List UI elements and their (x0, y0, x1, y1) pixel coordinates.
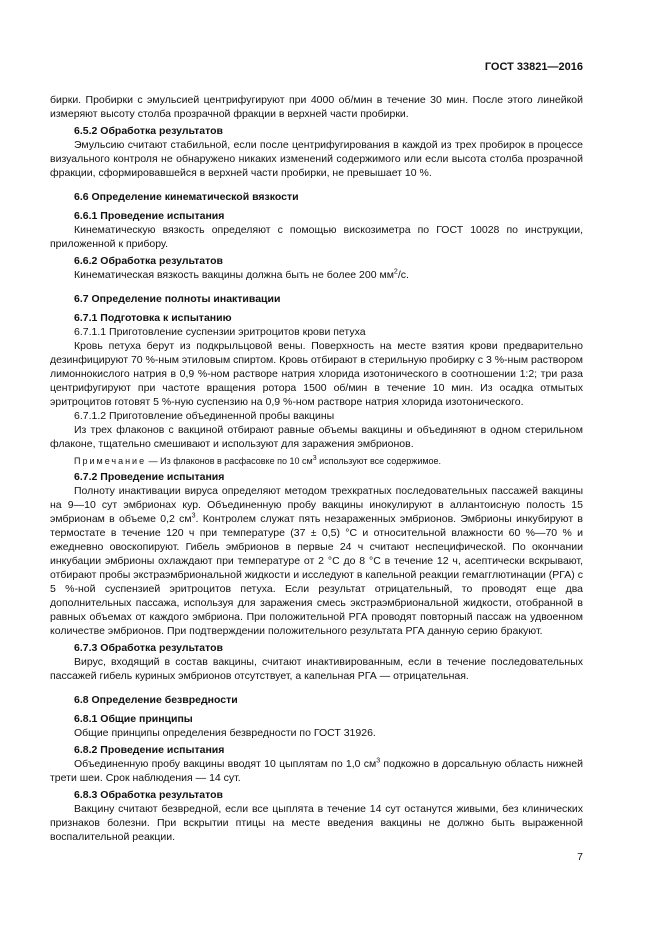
paragraph-continuation: бирки. Пробирки с эмульсией центрифугируют при 4000 об/мин в течение 30 мин. После этого линейкой измеряют высоту столба прозрачной фракции в верхней части пробирки. (50, 94, 583, 120)
paragraph-6-6-1: Кинематическую вязкость определяют с помощью вискозиметра по ГОСТ 10028 по инструкции, приложенной к прибору. (50, 224, 583, 250)
paragraph-6-5-2: Эмульсию считают стабильной, если после центрифугирования в каждой из трех пробирок в процессе визуального контроля не обнаружено никаких изменений содержимого или если высота столба прозрачной фракции, сформировавшейся в верхней части пробирки, не превышает 10 %. (50, 139, 583, 179)
heading-6-7-1: 6.7.1 Подготовка к испытанию (74, 312, 232, 324)
paragraph-6-6-2: Кинематическая вязкость вакцины должна быть не более 200 $мм^2/с$. (74, 268, 409, 281)
heading-6-7-3: 6.7.3 Обработка результатов (74, 642, 223, 654)
paragraph-6-8-1: Общие принципы определения безвредности по ГОСТ 31926. (74, 727, 376, 739)
document-id: ГОСТ 33821—2016 (484, 61, 583, 73)
paragraph-6-7-1-2-title: 6.7.1.2 Приготовление объединенной пробы вакцины (74, 410, 335, 422)
page-content (50, 93, 583, 844)
heading-6-6-1: 6.6.1 Проведение испытания (74, 210, 225, 222)
paragraph-6-7-1-2: Из трех флаконов с вакциной отбирают равные объемы вакцины и объединяют в одном стерильном флаконе, тщательно смешивают и используют для заражения эмбрионов. (50, 424, 583, 450)
paragraph-6-7-1-1-title: 6.7.1.1 Приготовление суспензии эритроцитов крови петуха (74, 326, 366, 338)
heading-6-8-1: 6.8.1 Общие принципы (74, 713, 193, 725)
heading-6-5-2: 6.5.2 Обработка результатов (74, 125, 223, 137)
heading-6-6: 6.6 Определение кинематической вязкости (74, 191, 299, 203)
heading-6-8-3: 6.8.3 Обработка результатов (74, 789, 223, 801)
paragraph-6-8-2: Объединенную пробу вакцины вводят 10 цыплятам по 1,0 $см^3$ подкожно в дорсальную область нижней трети шеи. Срок наблюдения — 14 сут. (50, 757, 583, 784)
paragraph-6-7-2: Полноту инактивации вируса определяют методом трехкратных последовательных пассажей вакцины на 9—10 сут эмбрионах кур. Объединенную пробу вакцины инокулируют в аллантоисную полость 15 эмбрионам в объеме 0,2 $см^3$. Контролем служат пять незараженных эмбрионов. Эмбрионы инкубируют в термостате в течение 120 ч при температуре (37 ± 0,5) °С и относительной влажности 60 %—70 % и ежедневно овоскопируют. Гибель эмбрионов в первые 24 ч считают неспецифической. По окончании инкубации эмбрионы охлаждают при температуре от 2 °С до 8 °С в течение 12 ч, асептически вскрывают, отбирают пробы экстраэмбриональной жидкости и исследуют в капельной реакции гемагглютинации (РГА) с 5 %-ной суспензией эритроцитов петуха. Если результат отрицательный, то проводят еще два дополнительных пассажа, используя для заражения смесь экстраэмбриональной жидкости, отобранной в равных объемах от каждого эмбриона. При положительной РГА проводят повторный пассаж на удвоенном количестве эмбрионов. При подтверждении положительного результата РГА данную серию бракуют. (50, 485, 584, 637)
heading-6-7: 6.7 Определение полноты инактивации (74, 293, 281, 305)
paragraph-6-7-1-1: Кровь петуха берут из подкрыльцовой вены. Поверхность на месте взятия крови предварительно дезинфицируют 70 %-ным этиловым спиртом. Кровь отбирают в стерильную пробирку с 3 %-ным раствором лимоннокислого натрия в 0,9 %-ном растворе натрия хлорида изотонического в соотношении 1:2; три раза центрифугируют при частоте вращения ротора 1500 об/мин в течение 10 мин. Из осадка отмытых эритроцитов готовят 5 %-ную суспензию на 0,9 %-ном растворе натрия хлорида изотонического. (50, 340, 583, 408)
heading-6-7-2: 6.7.2 Проведение испытания (74, 471, 225, 483)
page-number: 7 (577, 851, 583, 863)
heading-6-6-2: 6.6.2 Обработка результатов (74, 255, 223, 267)
heading-6-8: 6.8 Определение безвредности (74, 694, 238, 706)
note: Примечание — Из флаконов в расфасовке по 10 $см^3$ используют все содержимое. (74, 455, 442, 466)
heading-6-8-2: 6.8.2 Проведение испытания (74, 744, 225, 756)
paragraph-6-7-3: Вирус, входящий в состав вакцины, считают инактивированным, если в течение последовательных пассажей гибель куриных эмбрионов отсутствует, а капельная РГА — отрицательная. (50, 656, 583, 682)
paragraph-6-8-3: Вакцину считают безвредной, если все цыплята в течение 14 сут останутся живыми, без клинических признаков болезни. При вскрытии птицы на месте введения вакцины не должно быть выраженной воспалительной реакции. (50, 803, 583, 843)
